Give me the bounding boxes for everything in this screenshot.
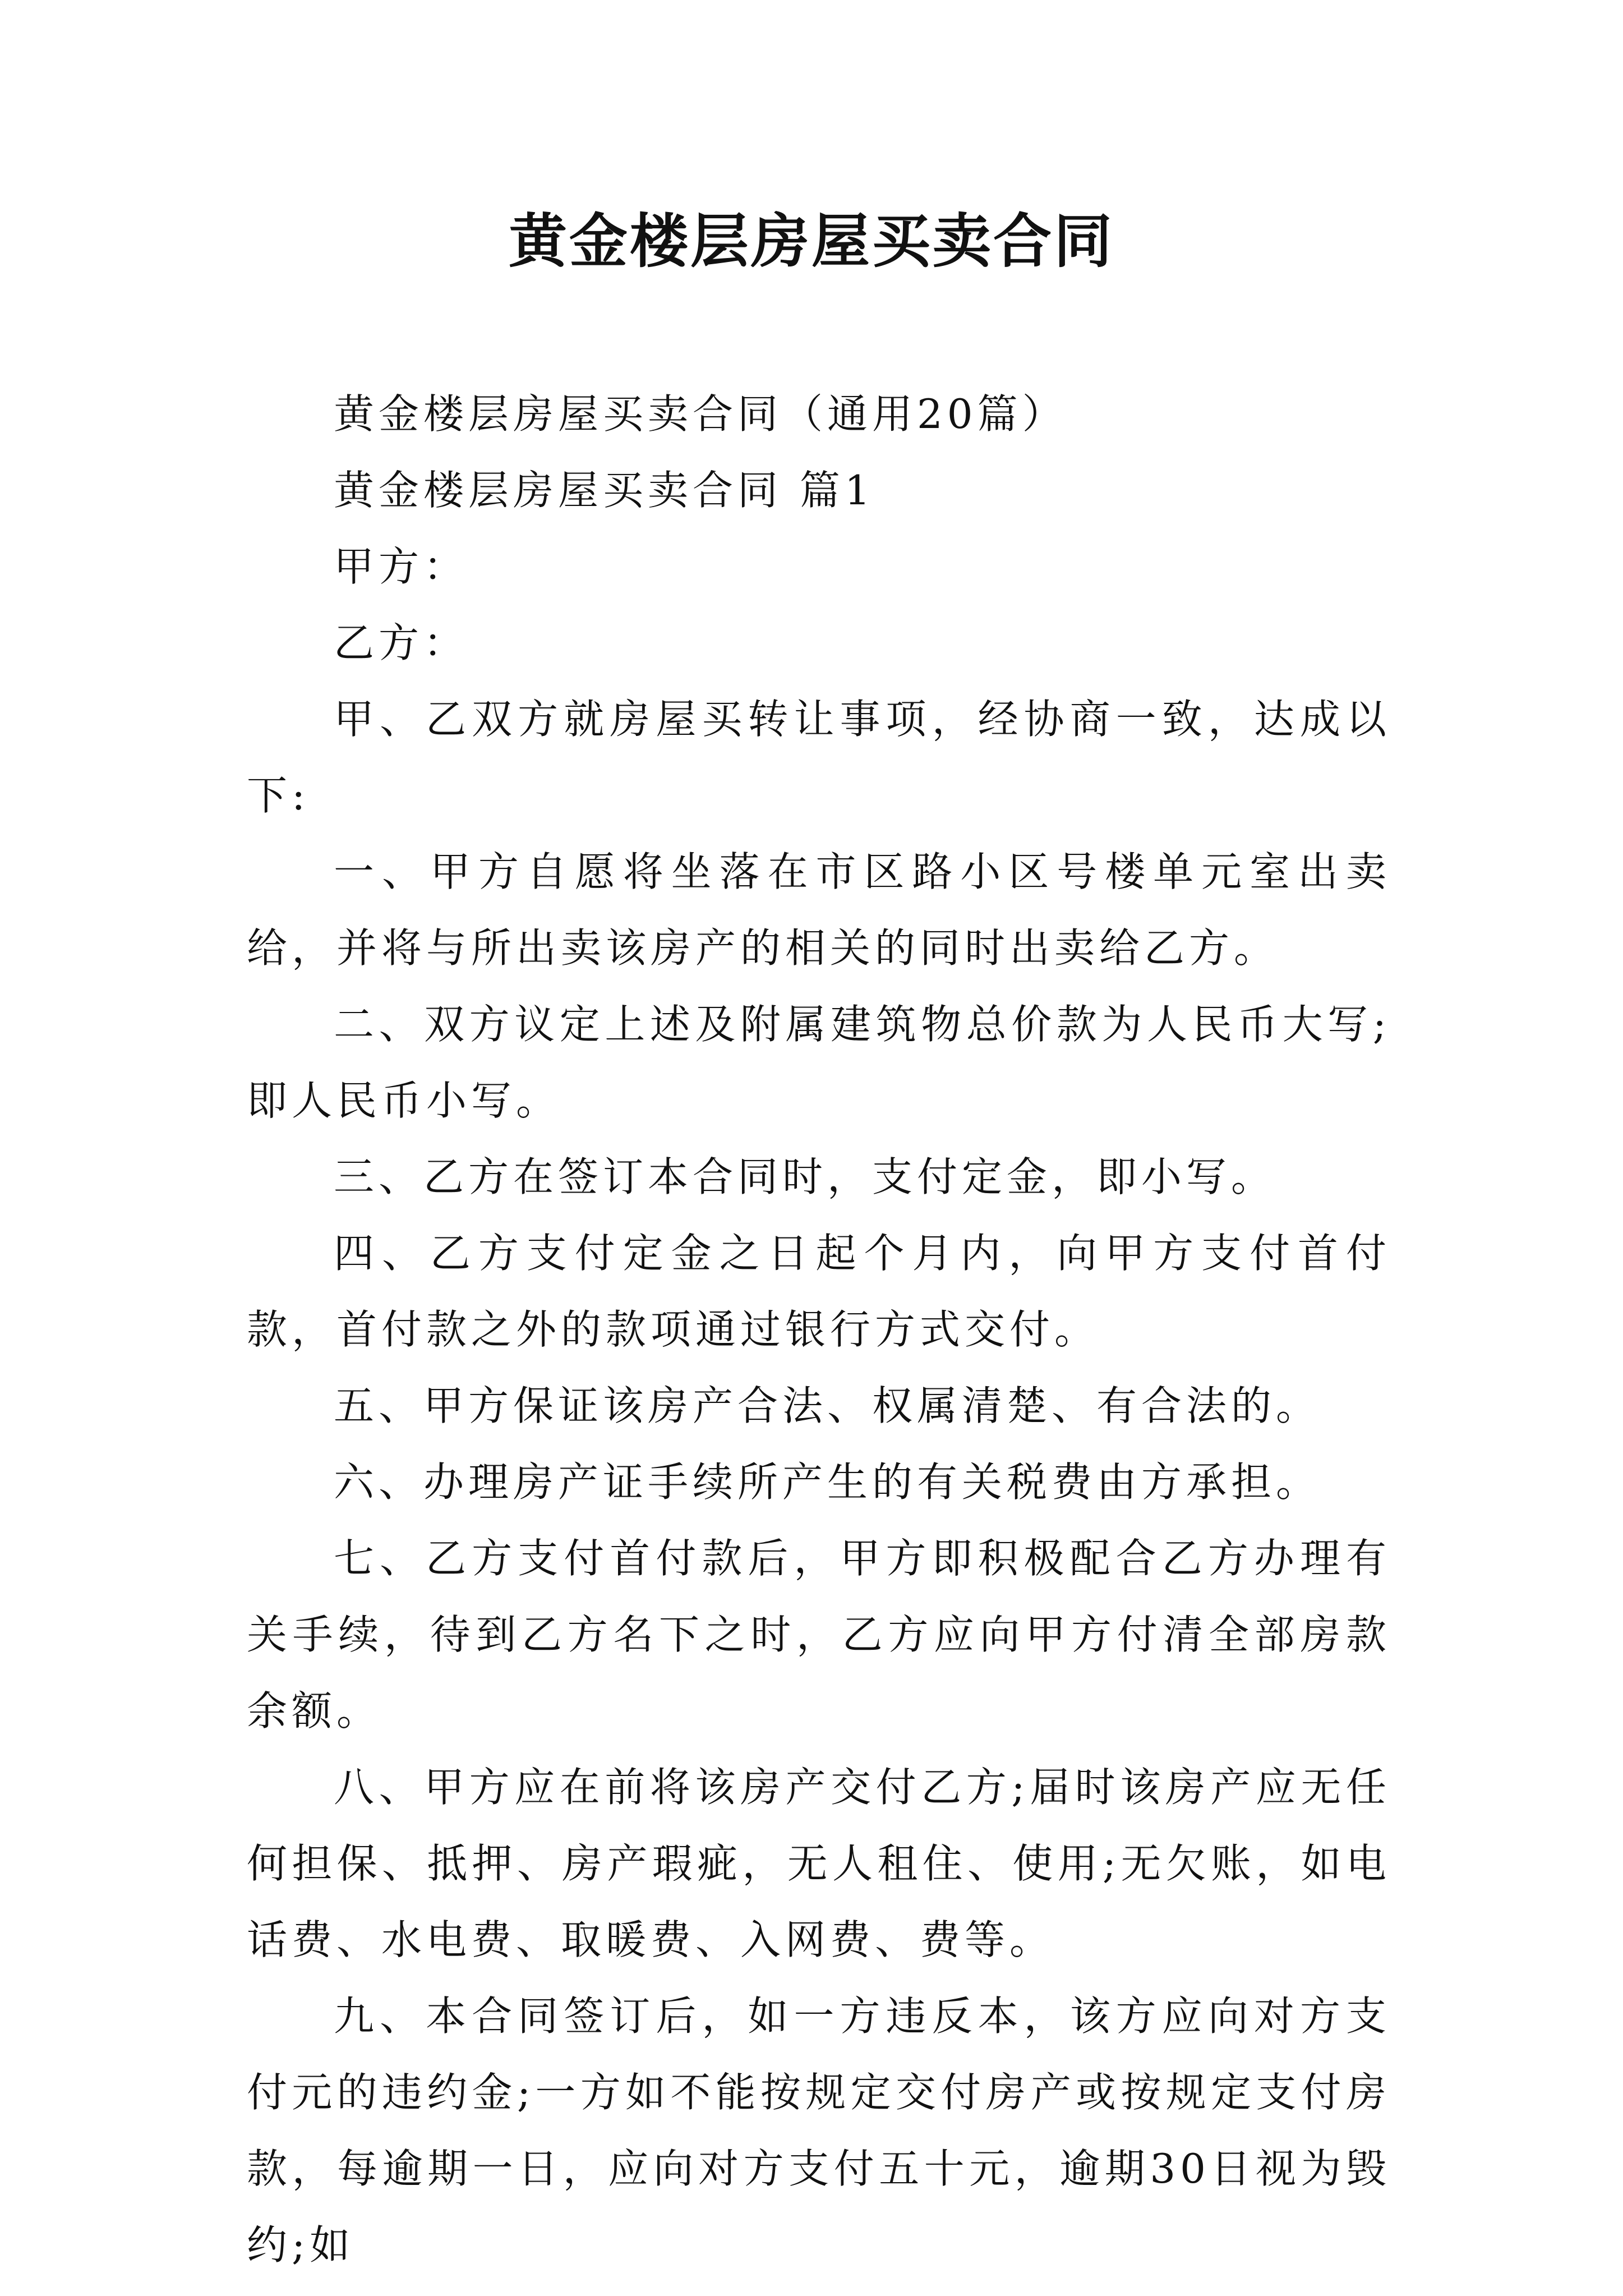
paragraph-clause-1: 一、甲方自愿将坐落在市区路小区号楼单元室出卖给，并将与所出卖该房产的相关的同时出卖给乙方。 <box>247 848 1391 972</box>
paragraph-party-b: 乙方： <box>334 619 469 666</box>
paragraph-clause-4: 四、乙方支付定金之日起个月内，向甲方支付首付款，首付款之外的款项通过银行方式交付。 <box>247 1230 1391 1353</box>
paragraph-party-a: 甲方： <box>334 543 469 590</box>
document-title: 黄金楼层房屋买卖合同 <box>508 207 1114 275</box>
document-body <box>247 376 1391 2283</box>
paragraph-intro: 甲、乙双方就房屋买转让事项，经协商一致，达成以下: <box>247 696 1391 819</box>
paragraph-clause-8: 八、甲方应在前将该房产交付乙方;届时该房产应无任何担保、抵押、房产瑕疵，无人租住、使用;无欠账，如电话费、水电费、取暖费、入网费、费等。 <box>247 1764 1391 1963</box>
paragraph-clause-3: 三、乙方在签订本合同时，支付定金，即小写。 <box>334 1153 1276 1200</box>
paragraph-clause-6: 六、办理房产证手续所产生的有关税费由方承担。 <box>334 1458 1321 1506</box>
paragraph-clause-2: 二、双方议定上述及附属建筑物总价款为人民币大写;即人民币小写。 <box>247 1001 1391 1124</box>
paragraph-clause-9: 九、本合同签订后，如一方违反本，该方应向对方支付元的违约金;一方如不能按规定交付房产或按规定支付房款，每逾期一日，应向对方支付五十元，逾期30日视为毁约;如 <box>247 1993 1391 2269</box>
paragraph-clause-7: 七、乙方支付首付款后，甲方即积极配合乙方办理有关手续，待到乙方名下之时，乙方应向甲方付清全部房款余额。 <box>247 1535 1391 1734</box>
paragraph-clause-5: 五、甲方保证该房产合法、权属清楚、有合法的。 <box>334 1382 1321 1429</box>
paragraph-section-title: 黄金楼层房屋买卖合同 篇1 <box>334 467 875 514</box>
paragraph-heading: 黄金楼层房屋买卖合同（通用20篇） <box>334 390 1067 438</box>
